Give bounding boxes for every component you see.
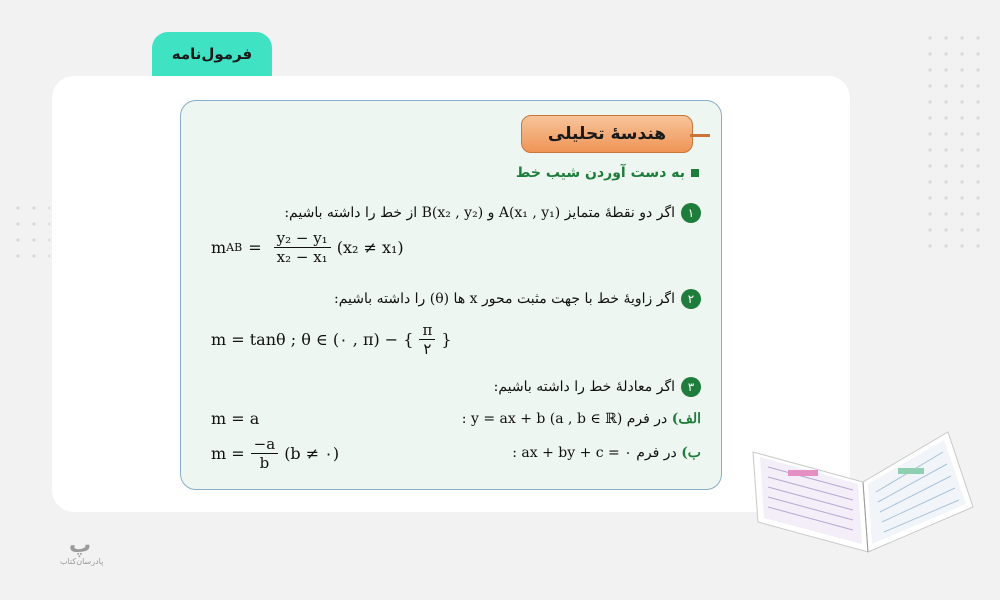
section-banner: هندسهٔ تحلیلی (521, 115, 693, 153)
item-3-number: ۳ (681, 377, 701, 397)
publisher-logo (60, 533, 104, 566)
slope-subscript: AB (226, 241, 243, 254)
pi-denominator: ۲ (423, 340, 432, 358)
slope-title-text: به دست آوردن شیب خط (515, 165, 685, 181)
item-3-text: اگر معادلهٔ خط را داشته باشیم: (493, 379, 675, 395)
item-1-line (284, 203, 701, 223)
item-3b-text: در فرم ax + by + c = ۰ : (512, 445, 677, 461)
slope-equals: m = (211, 444, 245, 463)
item-1-condition: (x₂ ≠ x₁) (336, 238, 404, 257)
slope-section-title (516, 165, 699, 181)
item-2-line (334, 289, 701, 309)
minus-a-over-b-fraction (251, 435, 279, 472)
item-3b-condition: (b ≠ ۰) (284, 444, 340, 463)
item-2-formula (211, 321, 452, 358)
decorative-dots-right (922, 30, 982, 260)
item-2-text: اگر زاویهٔ خط با جهت مثبت محور x ها (θ) را داشته باشیم: (334, 291, 675, 307)
item-1-number: ۱ (681, 203, 701, 223)
minus-a-numerator: −a (251, 435, 279, 454)
brace-close: } (441, 330, 452, 349)
slope-symbol: m (211, 238, 227, 257)
tan-formula: m = tanθ ; θ ∈ (۰ , π) − { (211, 330, 414, 349)
slope-equals-a: m = a (211, 409, 260, 428)
item-2-number: ۲ (681, 289, 701, 309)
item-3-line (494, 377, 701, 397)
decorative-dots-left (10, 200, 50, 270)
item-3a-result (211, 409, 259, 428)
slope-fraction (274, 229, 331, 266)
logo-text: پادرسان‌کتاب (60, 557, 104, 566)
formula-sheet-tab[interactable]: فرمول‌نامه (152, 32, 272, 76)
item-3b-result (211, 435, 339, 472)
item-3a-line (462, 411, 701, 427)
fraction-numerator: y₂ − y₁ (274, 229, 331, 248)
item-3a-label: الف) (671, 411, 701, 427)
formula-panel (180, 100, 722, 490)
item-3b-label: ب) (681, 445, 701, 461)
fraction-denominator: x₂ − x₁ (276, 248, 328, 266)
item-1-formula: m AB = $\frac{\text{y₂ − y₁}}{\text{x₂ − x₁}}$ (x₂ ≠ x₁) (211, 229, 404, 266)
item-3a-text: در فرم y = ax + b (a , b ∈ ℝ) : (461, 411, 668, 427)
pi-numerator: π (419, 321, 435, 340)
pi-fraction (419, 321, 435, 358)
item-3b-line (512, 445, 701, 461)
b-denominator: b (259, 454, 270, 472)
item-1-text: اگر دو نقطهٔ متمایز A(x₁ , y₁) و B(x₂ , y₂) از خط را داشته باشیم: (284, 205, 675, 221)
logo-mark-icon: پ (68, 533, 92, 558)
bullet-square-icon (691, 169, 699, 177)
open-book-illustration (748, 412, 978, 560)
